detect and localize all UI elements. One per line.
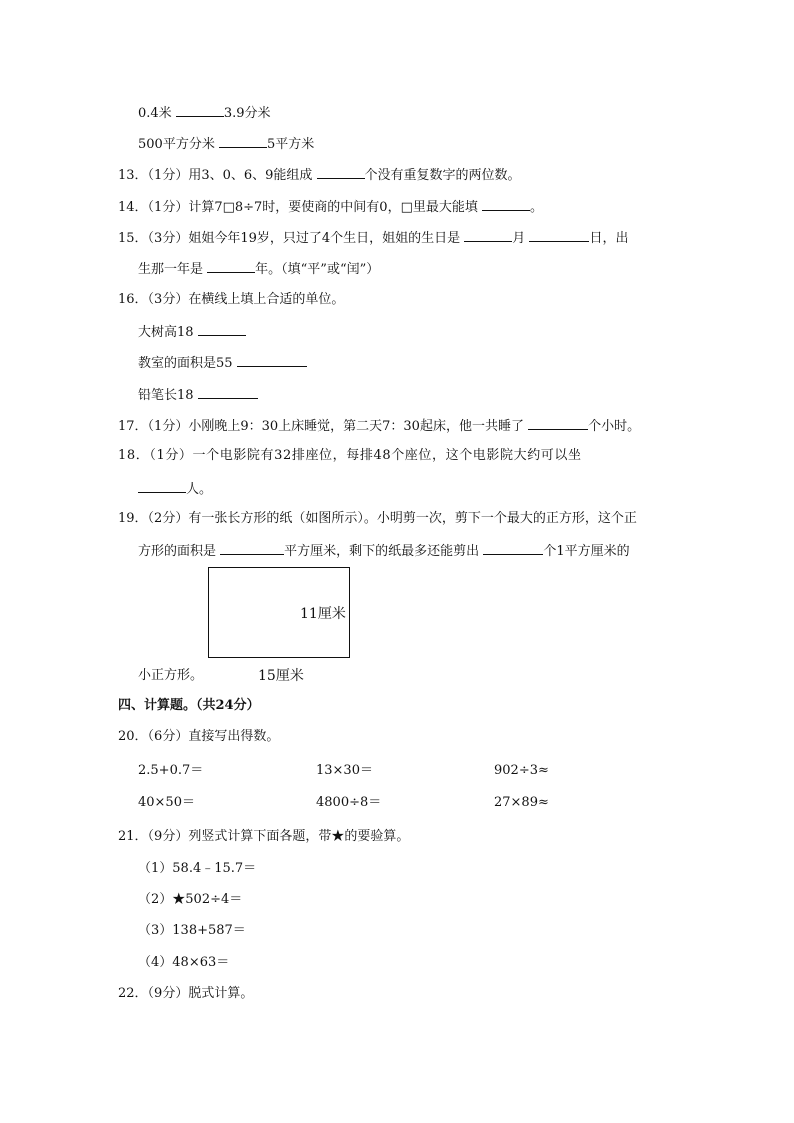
compare-left: 500平方分米 [138,137,215,152]
question-text: 日，出 [589,231,629,246]
question-text: 年。（填“平”或“闰”） [255,262,380,277]
question-16-c [138,385,258,405]
answer-blank[interactable] [483,541,543,555]
answer-blank[interactable] [317,165,365,179]
answer-blank[interactable] [219,134,267,148]
section-heading: 四、计算题。（共24分） [118,698,260,713]
compare-item-1 [138,103,271,123]
question-text: 16．（3分）在横线上填上合适的单位。 [118,292,345,307]
question-text: 13．（1分）用3、0、6、9能组成 [118,168,313,183]
question-15-line1 [118,228,628,248]
calc-item: （1）58.4﹣15.7＝ [138,861,257,876]
compare-left: 0.4米 [138,106,172,121]
question-18-line2 [138,479,212,499]
question-13 [118,165,521,185]
answer-blank[interactable] [220,541,284,555]
calc-item: 13×30＝ [316,763,373,778]
question-text: 大树高18 [138,325,194,340]
question-text: 人。 [186,482,213,497]
question-18-line1 [118,447,582,465]
calc-item: （3）138+587＝ [138,923,246,938]
question-text: 小正方形。 [138,668,204,683]
answer-blank[interactable] [529,228,589,242]
question-text: 17．（1分）小刚晚上9：30上床睡觉，第二天7：30起床，他一共睡了 [118,419,524,434]
question-19-line1 [118,510,637,528]
question-text: 18．（1分）一个电影院有32排座位，每排48个座位，这个电影院大约可以坐 [118,448,582,463]
question-text: 铅笔长18 [138,388,194,403]
answer-blank[interactable] [464,228,512,242]
question-text: 教室的面积是55 [138,356,233,371]
answer-blank[interactable] [198,385,258,399]
answer-blank[interactable] [198,322,246,336]
figure-width-label: 15厘米 [258,668,304,684]
compare-item-2 [138,134,314,154]
answer-blank[interactable] [207,259,255,273]
question-20-stem [118,728,279,746]
question-text: 方形的面积是 [138,544,217,559]
answer-blank[interactable] [528,416,588,430]
question-text: 月 [512,231,526,246]
question-text: 19．（2分）有一张长方形的纸（如图所示）。小明剪一次，剪下一个最大的正方形，这个正 [118,511,637,526]
question-text: 14．（1分）计算7□8÷7时，要使商的中间有0，□里最大能填 [118,200,478,215]
question-text: 20．（6分）直接写出得数。 [118,729,280,744]
question-text: 平方厘米，剩下的纸最多还能剪出 [284,544,480,559]
question-16-b [138,353,307,373]
question-text: 22．（9分）脱式计算。 [118,986,254,1001]
question-22-stem [118,985,253,1003]
calc-item: （2）★502÷4＝ [138,892,243,907]
question-19-line2 [138,541,630,561]
question-text: 个没有重复数字的两位数。 [364,168,521,183]
question-text: 。 [530,200,544,215]
question-21-stem [118,828,409,846]
compare-right: 3.9分米 [223,106,271,121]
question-text: 个1平方厘米的 [543,544,630,559]
compare-right: 5平方米 [266,137,315,152]
question-17 [118,416,640,436]
question-15-line2 [138,259,379,279]
question-14 [118,197,543,217]
calc-item: 2.5+0.7＝ [138,763,204,778]
calc-item: 902÷3≈ [494,763,549,778]
answer-blank[interactable] [138,479,186,493]
question-16-stem [118,291,344,309]
question-19-line3 [138,667,203,685]
calc-item: 40×50＝ [138,795,195,810]
calc-item: 27×89≈ [494,795,549,810]
answer-blank[interactable] [176,103,224,117]
calc-item: 4800÷8＝ [316,795,382,810]
question-text: 个小时。 [588,419,641,434]
question-text: 生那一年是 [138,262,204,277]
figure-height-label: 11厘米 [300,606,346,622]
answer-blank[interactable] [482,197,530,211]
question-text: 21．（9分）列竖式计算下面各题，带★的要验算。 [118,829,410,844]
answer-blank[interactable] [237,353,307,367]
question-text: 15．（3分）姐姐今年19岁，只过了4个生日，姐姐的生日是 [118,231,461,246]
calc-item: （4）48×63＝ [138,955,230,970]
question-16-a [138,322,246,342]
